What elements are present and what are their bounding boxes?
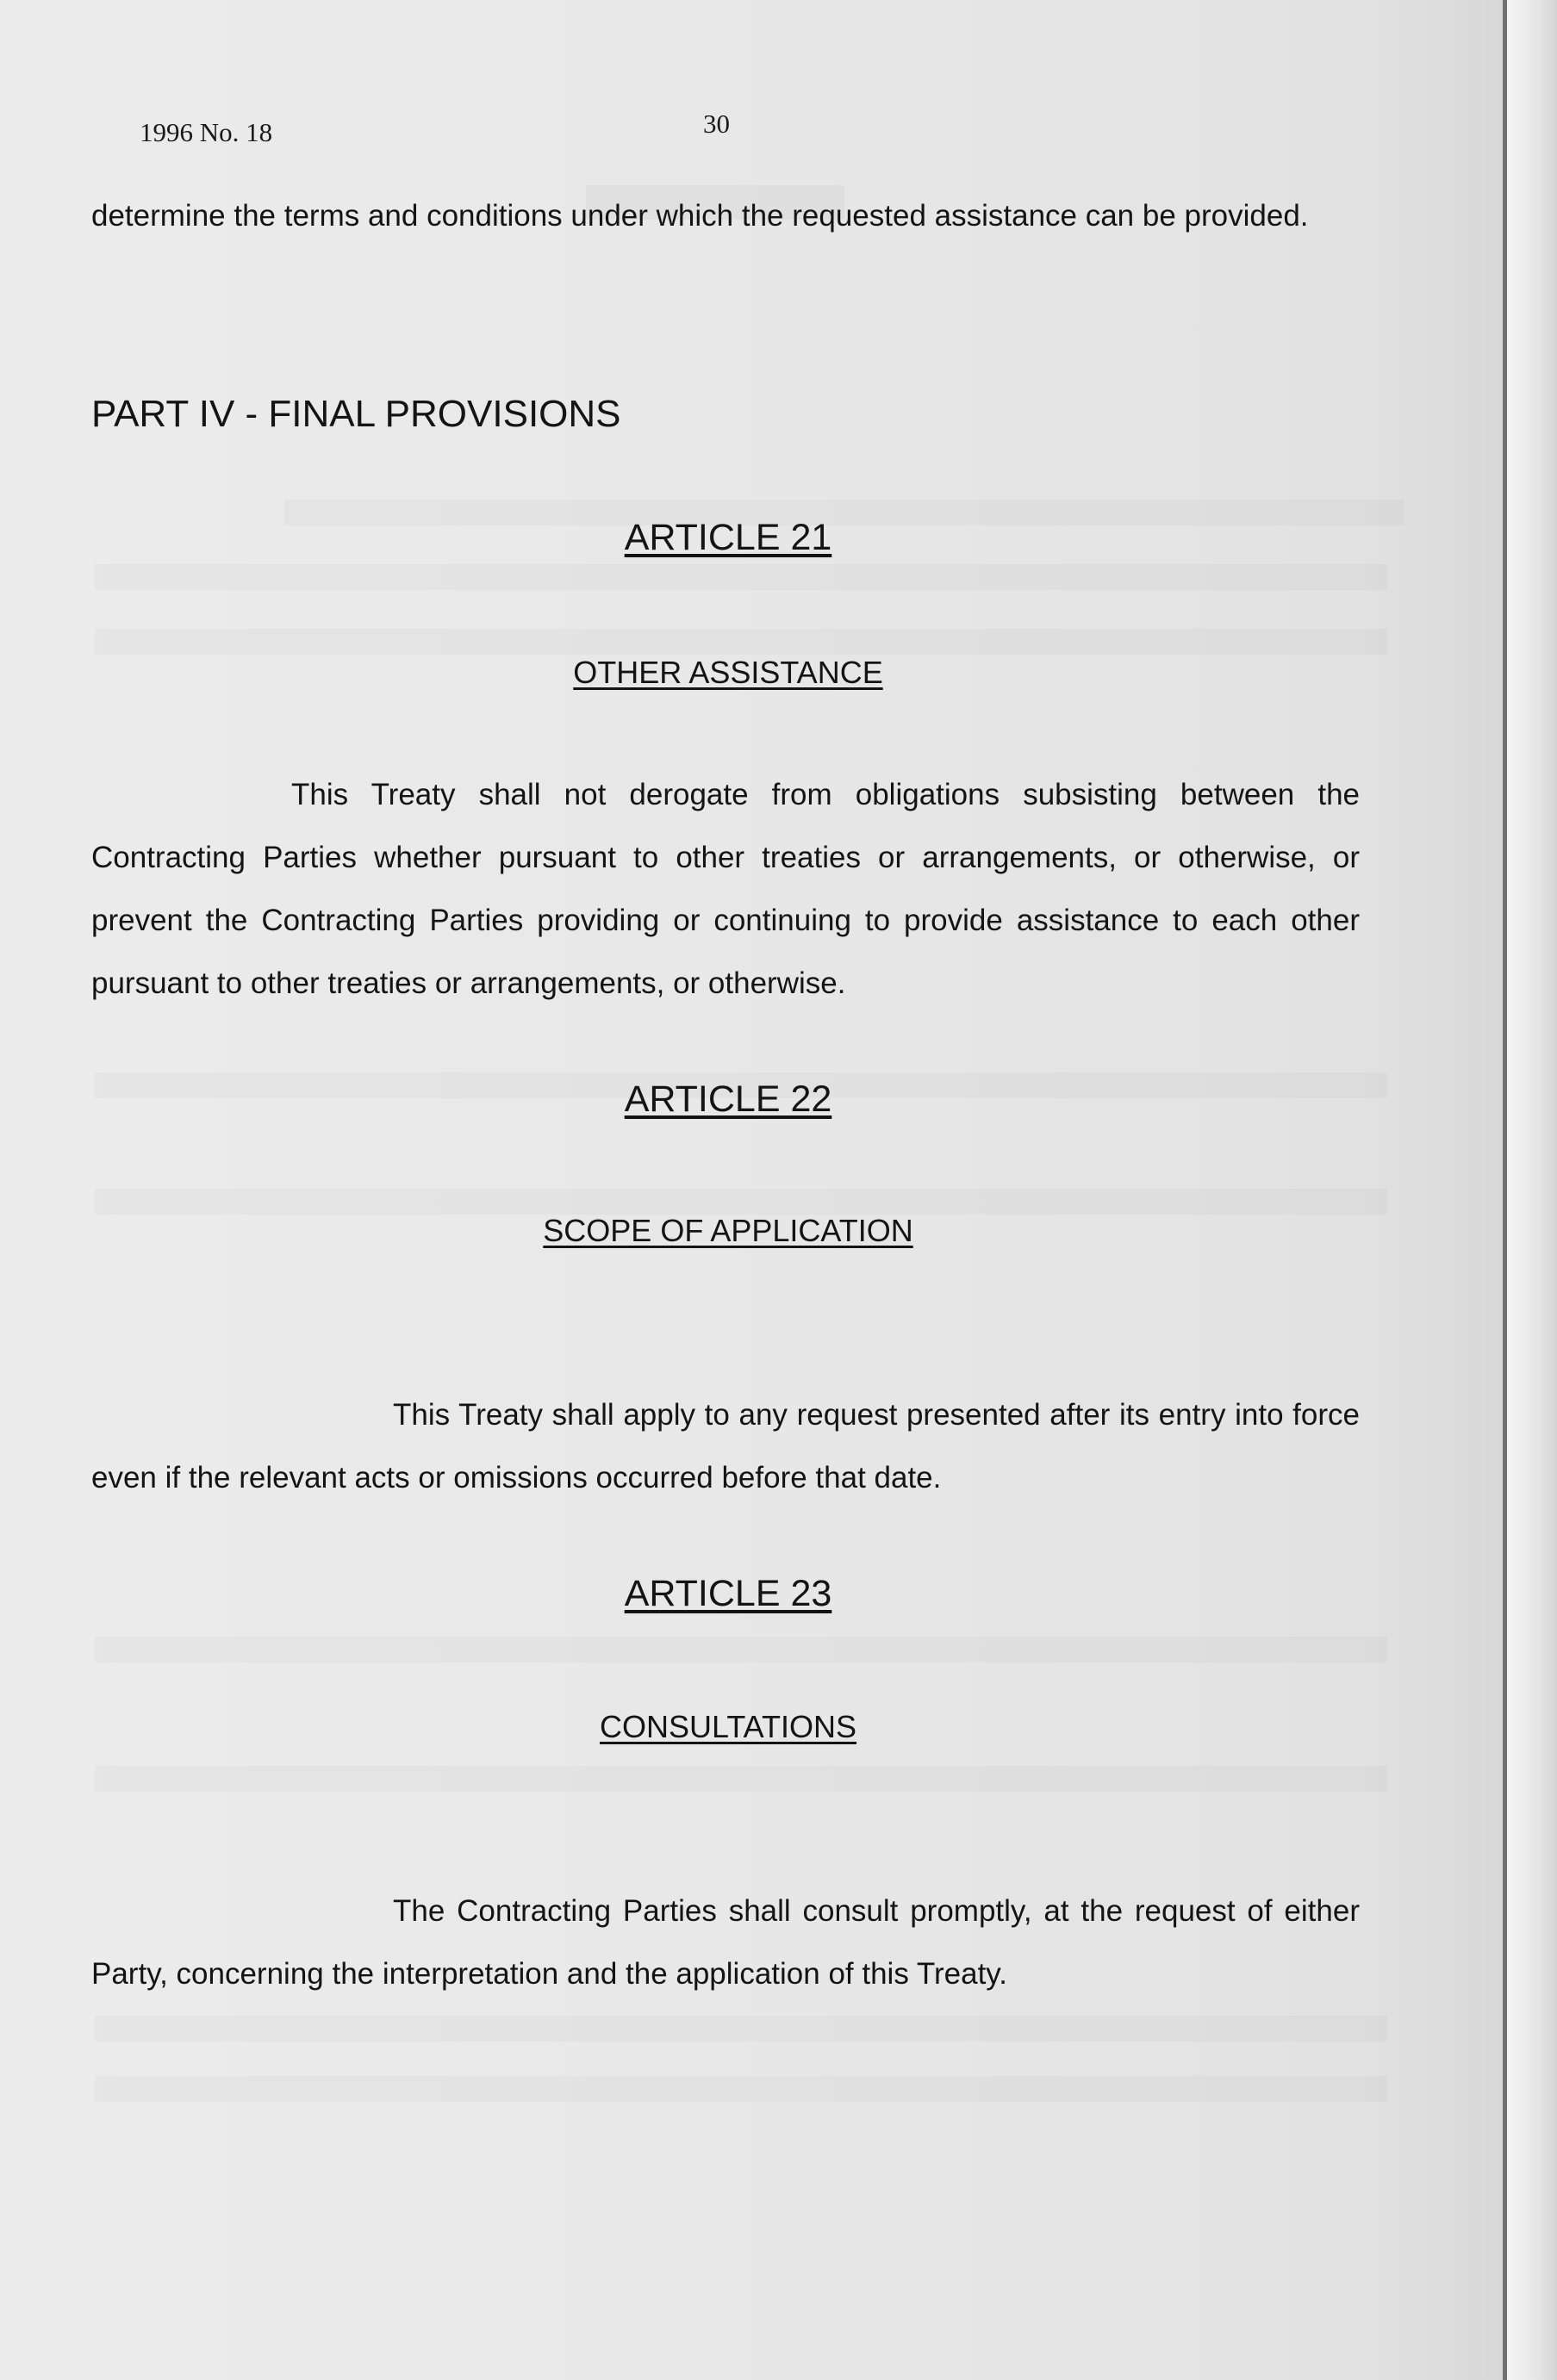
article-22-text: This Treaty shall apply to any request presented after its entry into force even if the relevant acts or omissions occurred before that date. xyxy=(91,1398,1360,1494)
article-21-title: OTHER ASSISTANCE xyxy=(573,655,883,690)
article-22-heading: ARTICLE 22 xyxy=(624,1078,832,1120)
page-number: 30 xyxy=(703,109,730,139)
bleed-through-block-3 xyxy=(95,564,1387,590)
document-number: 1996 No. 18 xyxy=(140,117,273,147)
article-23-heading: ARTICLE 23 xyxy=(624,1573,832,1614)
bleed-through-block-7 xyxy=(95,1637,1387,1662)
article-23-text: The Contracting Parties shall consult promptly, at the request of either Party, concerning the interpretation and the application of this Treaty. xyxy=(91,1894,1360,1991)
article-22-title: SCOPE OF APPLICATION xyxy=(543,1213,913,1248)
page-edge xyxy=(1507,0,1557,2380)
article-23-title: CONSULTATIONS xyxy=(599,1709,857,1744)
bleed-through-block-8 xyxy=(95,1766,1387,1792)
article-21-text: This Treaty shall not derogate from obligations subsisting between the Contracting Parties whether pursuant to other treaties or arrangements, or otherwise, or prevent the Contracting Parties providing or continuing to provide assistance to each other pursuant to other treaties or arrangements, or otherwise. xyxy=(91,778,1360,1000)
article-21-heading: ARTICLE 21 xyxy=(624,517,832,558)
continuation-paragraph: determine the terms and conditions under which the requested assistance can be provided. xyxy=(91,199,1309,233)
part-heading: PART IV - FINAL PROVISIONS xyxy=(91,393,621,435)
bleed-through-block-6 xyxy=(95,1189,1387,1215)
bleed-through-block-4 xyxy=(95,629,1387,655)
bleed-through-block-9 xyxy=(95,2016,1387,2041)
bleed-through-block-10 xyxy=(95,2076,1387,2102)
